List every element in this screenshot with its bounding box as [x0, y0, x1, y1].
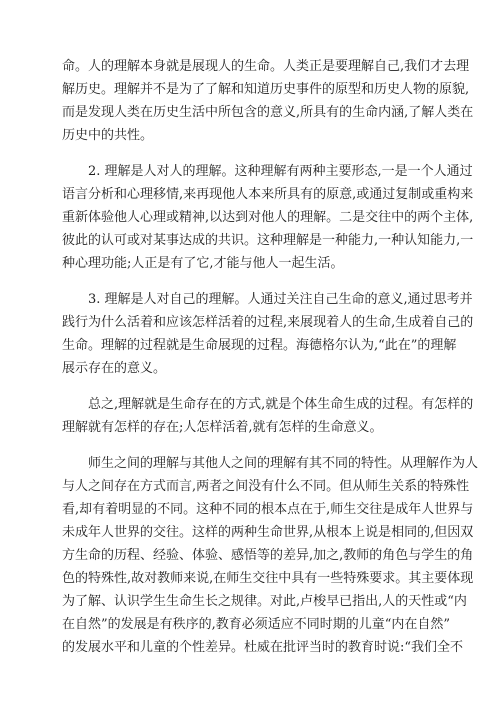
paragraph [62, 288, 474, 380]
text-line: 解历史。理解并不是为了了解和知道历史事件的原型和历史人物的原貌, [62, 82, 470, 97]
text-line: 生命。理解的过程就是生命展现的过程。海德格尔认为,“此在”的理解 [62, 338, 457, 353]
paragraph [62, 160, 474, 275]
text-line: 方生命的历程、经验、体验、感悟等的差异,加之,教师的角色与学生的角 [62, 548, 474, 563]
text-line: 与人之间存在方式而言,两者之间没有什么不同。但从师生关系的特殊性 [62, 479, 470, 494]
text-line: 彼此的认可或对某事达成的共识。这种理解是一种能力,一种认知能力,一 [62, 233, 474, 248]
paragraph [62, 452, 479, 659]
text-line: 践行为什么活着和应该怎样活着的过程,来展现着人的生命,生成着自己的 [62, 315, 474, 330]
paragraph [62, 55, 474, 147]
paragraph [62, 393, 474, 439]
document-body [62, 55, 479, 672]
text-line: 而是发现人类在历史生活中所包含的意义,所具有的生命内涵,了解人类在 [62, 105, 474, 120]
text-line: 语言分析和心理移情,来再现他人本来所具有的原意,或通过复制或重构来 [62, 187, 474, 202]
text-line: 色的特殊性,故对教师来说,在师生交往中具有一些特殊要求。其主要体现 [62, 571, 474, 586]
text-line: 的发展水平和儿童的个性差异。杜威在批评当时的教育时说:“我们全不 [62, 640, 464, 655]
text-line: 师生之间的理解与其他人之间的理解有其不同的特性。从理解作为人 [88, 456, 479, 471]
text-line: 重新体验他人心理或精神,以达到对他人的理解。二是交往中的两个主体, [62, 210, 474, 225]
text-line: 种心理功能;人正是有了它,才能与他人一起生活。 [62, 256, 344, 271]
text-line: 理解就有怎样的存在;人怎样活着,就有怎样的生命意义。 [62, 420, 383, 435]
text-line: 3. 理解是人对自己的理解。人通过关注自己生命的意义,通过思考并 [88, 292, 473, 307]
text-line: 展示存在的意义。 [62, 361, 167, 376]
text-line: 总之,理解就是生命存在的方式,就是个体生命生成的过程。有怎样的 [88, 397, 474, 412]
text-line: 命。人的理解本身就是展现人的生命。人类正是要理解自己,我们才去理 [62, 59, 470, 74]
text-line: 历史中的共性。 [62, 128, 154, 143]
text-line: 为了解、认识学生生命生长之规律。对此,卢梭早已指出,人的天性或“内 [62, 594, 467, 609]
text-line: 未成年人世界的交往。这样的两种生命世界,从根本上说是相同的,但因双 [62, 525, 474, 540]
text-line: 2. 理解是人对人的理解。这种理解有两种主要形态,一是一个人通过 [88, 164, 473, 179]
text-line: 在自然”的发展是有秩序的,教育必须适应不同时期的儿童“内在自然” [62, 617, 451, 632]
text-line: 看,却有着明显的不同。这种不同的根本点在于,师生交往是成年人世界与 [62, 502, 474, 517]
